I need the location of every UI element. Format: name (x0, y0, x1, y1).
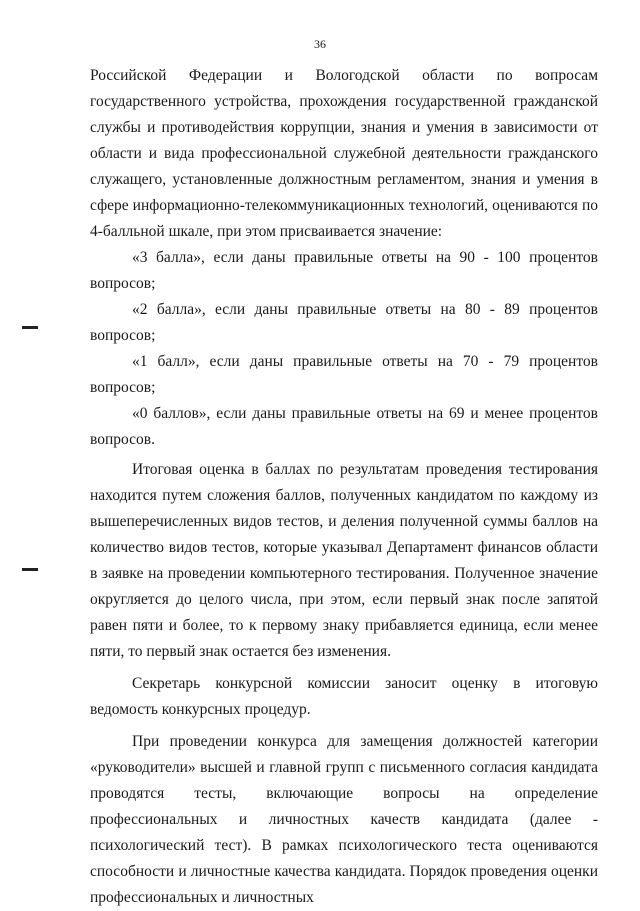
paragraph: Российской Федерации и Вологодской области по вопросам государственного устройства, прохождения государственной гражданской службы и противодействия коррупции, знания и умения в зависимости от области и вида профессиональной служебной деятельности гражданского служащего, установленные должностным регламентом, знания и умения в сфере информационно-телекоммуникационных технологий, оцениваются по 4-балльной шкале, при этом присваивается значение: (90, 67, 598, 240)
paragraph-list-item: «1 балл», если даны правильные ответы на 70 - 79 процентов вопросов; (90, 353, 598, 396)
paragraph-list-item: «0 баллов», если даны правильные ответы на 69 и менее процентов вопросов. (90, 405, 598, 448)
margin-mark (22, 326, 38, 329)
paragraph: Итоговая оценка в баллах по результатам проведения тестирования находится путем сложения баллов, полученных кандидатом по каждому из вышеперечисленных видов тестов, и деления полученной суммы баллов на количество видов тестов, которые указывал Департамент финансов области в заявке на проведении компьютерного тестирования. Полученное значение округляется до целого числа, при этом, если первый знак после запятой равен пяти и более, то к первому знаку прибавляется единица, если менее пяти, то первый знак остается без изменения. (90, 461, 598, 660)
paragraph-list-item: «2 балла», если даны правильные ответы на 80 - 89 процентов вопросов; (90, 301, 598, 344)
paragraph: При проведении конкурса для замещения должностей категории «руководители» высшей и главной групп с письменного согласия кандидата проводятся тесты, включающие вопросы на определение профессиональных и личностных качеств кандидата (далее - психологический тест). В рамках психологического теста оцениваются способности и личностные качества кандидата. Порядок проведения оценки профессиональных и личностных (90, 733, 598, 906)
page-number: 36 (314, 37, 326, 51)
paragraph-list-item: «3 балла», если даны правильные ответы на 90 - 100 процентов вопросов; (90, 249, 598, 292)
paragraph: Секретарь конкурсной комиссии заносит оценку в итоговую ведомость конкурсных процедур. (90, 675, 598, 718)
margin-mark (22, 568, 38, 571)
document-body (90, 63, 598, 911)
